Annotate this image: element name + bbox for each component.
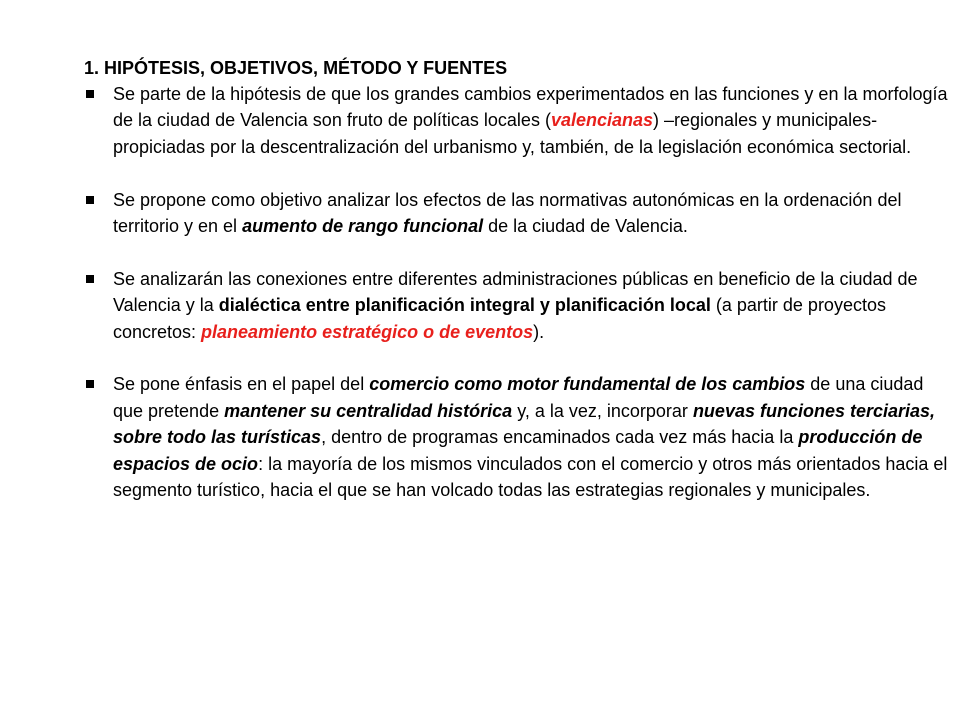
bullet-text: Se parte de la hipótesis de que los grandes cambios experimentados en las funciones y en la morfología de la ciudad de Valencia son fruto de políticas locales ( xyxy=(113,84,948,131)
bullet-text: de una ciudad que pretende xyxy=(113,374,924,421)
emphasis-rango-funcional: aumento de rango funcional xyxy=(242,216,484,237)
emphasis-centralidad: mantener su centralidad histórica xyxy=(224,400,513,421)
square-bullet-icon xyxy=(86,380,94,388)
highlight-valencianas: valencianas xyxy=(550,110,654,131)
emphasis-dialectica: dialéctica entre planificación integral y planificación local xyxy=(218,295,711,316)
slide-content xyxy=(84,55,950,503)
bullet-text: Se propone como objetivo analizar los efectos de las normativas autonómicas en la ordenación del territorio y en el xyxy=(113,189,902,237)
bullet-text: ). xyxy=(533,321,545,342)
square-bullet-icon xyxy=(86,275,94,283)
bullet-hipotesis xyxy=(84,81,950,160)
emphasis-comercio: comercio como motor fundamental de los cambios xyxy=(369,374,806,395)
emphasis-espacios-ocio: producción de espacios de ocio xyxy=(113,427,923,474)
bullet-text: Se pone énfasis en el papel del xyxy=(113,374,370,395)
emphasis-funciones-terciarias: nuevas funciones terciarias, sobre todo las turísticas xyxy=(113,400,936,448)
bullet-text: ) –regionales y municipales- propiciadas por la descentralización del urbanismo y, también, de la legislación económica sectorial. xyxy=(113,110,912,157)
bullet-objetivo xyxy=(84,187,950,240)
bullet-conexiones xyxy=(84,266,950,345)
bullet-text: Se analizarán las conexiones entre diferentes administraciones públicas en beneficio de la ciudad de Valencia y la xyxy=(113,268,918,316)
square-bullet-icon xyxy=(86,90,94,98)
bullet-text: (a partir de proyectos concretos: xyxy=(113,295,886,342)
bullet-text: de la ciudad de Valencia. xyxy=(483,216,688,237)
section-heading: 1. HIPÓTESIS, OBJETIVOS, MÉTODO Y FUENTES xyxy=(84,58,508,78)
bullet-list xyxy=(84,81,950,503)
bullet-text: y, a la vez, incorporar xyxy=(512,400,693,421)
bullet-comercio xyxy=(84,371,950,503)
bullet-text: : la mayoría de los mismos vinculados con el comercio y otros más orientados hacia el segmento turístico, hacia el que se han volcado todas las estrategias regionales y municipales. xyxy=(113,453,948,501)
highlight-planeamiento: planeamiento estratégico o de eventos xyxy=(201,321,534,342)
bullet-text: , dentro de programas encaminados cada vez más hacia la xyxy=(321,427,799,448)
square-bullet-icon xyxy=(86,196,94,204)
